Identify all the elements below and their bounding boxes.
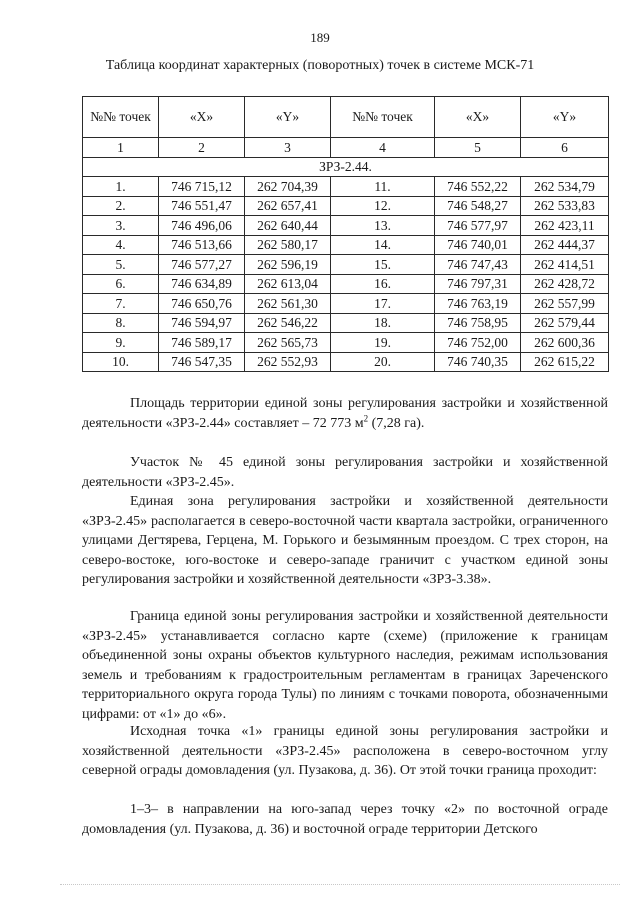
area-unit-superscript: 2 bbox=[363, 412, 369, 423]
table-cell: 19. bbox=[331, 333, 435, 353]
column-number: 6 bbox=[521, 138, 609, 158]
area-paragraph bbox=[82, 394, 608, 433]
zone-label-row bbox=[83, 157, 609, 177]
area-text-end: (7,28 га). bbox=[368, 415, 425, 431]
table-cell: 746 752,00 bbox=[435, 333, 521, 353]
header-point-number-left: №№ точек bbox=[83, 97, 159, 138]
table-cell: 2. bbox=[83, 196, 159, 216]
header-x-left: «X» bbox=[159, 97, 245, 138]
header-y-right: «Y» bbox=[521, 97, 609, 138]
table-cell: 15. bbox=[331, 255, 435, 275]
column-number: 5 bbox=[435, 138, 521, 158]
table-cell: 746 548,27 bbox=[435, 196, 521, 216]
table-cell: 10. bbox=[83, 352, 159, 372]
table-cell: 746 758,95 bbox=[435, 313, 521, 333]
table-cell: 746 634,89 bbox=[159, 274, 245, 294]
page-number: 189 bbox=[310, 30, 330, 45]
table-cell: 746 740,01 bbox=[435, 235, 521, 255]
table-cell: 262 534,79 bbox=[521, 177, 609, 197]
table-cell: 20. bbox=[331, 352, 435, 372]
table-cell: 262 414,51 bbox=[521, 255, 609, 275]
table-cell: 8. bbox=[83, 313, 159, 333]
table-cell: 262 579,44 bbox=[521, 313, 609, 333]
table-cell: 12. bbox=[331, 196, 435, 216]
header-point-number-right: №№ точек bbox=[331, 97, 435, 138]
table-title: Таблица координат характерных (поворотных) точек в системе МСК-71 bbox=[105, 58, 535, 73]
table-cell: 3. bbox=[83, 216, 159, 236]
table-cell: 262 596,19 bbox=[245, 255, 331, 275]
header-y-left: «Y» bbox=[245, 97, 331, 138]
table-cell: 4. bbox=[83, 235, 159, 255]
table-cell: 262 565,73 bbox=[245, 333, 331, 353]
table-body bbox=[83, 177, 609, 372]
table-cell: 18. bbox=[331, 313, 435, 333]
table-cell: 16. bbox=[331, 274, 435, 294]
table-cell: 7. bbox=[83, 294, 159, 314]
table-cell: 262 657,41 bbox=[245, 196, 331, 216]
paragraph-zone-boundary: Граница единой зоны регулирования застройки и хозяйственной деятельности «ЗРЗ-2.45» устанавливается согласно карте (схеме) (приложение к границам объединенной зоны охраны объектов культурного наследия, режимам использования земель и требованиям к градостроительным регламентам в границах Зареченского территориального округа города Тулы) по линиям с точками поворота, обозначенными цифрами: от «1» до «6». bbox=[82, 609, 608, 722]
table-cell: 746 577,97 bbox=[435, 216, 521, 236]
table-cell: 262 423,11 bbox=[521, 216, 609, 236]
table-cell: 1. bbox=[83, 177, 159, 197]
column-number: 3 bbox=[245, 138, 331, 158]
table-row bbox=[83, 333, 609, 353]
column-number: 1 bbox=[83, 138, 159, 158]
paragraph-origin-point: Исходная точка «1» границы единой зоны регулирования застройки и хозяйственной деятельности «ЗРЗ-2.45» расположена в северо-восточном углу северной ограды домовладения (ул. Пузакова, д. 36). От этой точки граница проходит: bbox=[82, 724, 608, 778]
table-cell: 17. bbox=[331, 294, 435, 314]
table-cell: 746 551,47 bbox=[159, 196, 245, 216]
table-cell: 746 740,35 bbox=[435, 352, 521, 372]
table-cell: 262 444,37 bbox=[521, 235, 609, 255]
table-cell: 6. bbox=[83, 274, 159, 294]
table-row bbox=[83, 352, 609, 372]
table-cell: 746 577,27 bbox=[159, 255, 245, 275]
column-number: 4 bbox=[331, 138, 435, 158]
table-cell: 746 552,22 bbox=[435, 177, 521, 197]
table-cell: 9. bbox=[83, 333, 159, 353]
table-cell: 262 640,44 bbox=[245, 216, 331, 236]
table-header-row bbox=[83, 97, 609, 138]
table-cell: 746 589,17 bbox=[159, 333, 245, 353]
header-x-right: «X» bbox=[435, 97, 521, 138]
paragraph-zone-location: Единая зона регулирования застройки и хозяйственной деятельности «ЗРЗ-2.45» располагается в северо-восточной части квартала застройки, ограниченного улицами Дегтярева, Герцена, М. Горького и безымянным проездом. С трех сторон, на северо-востоке, юго-востоке и северо-западе граничит с участком единой зоны регулирования застройки и хозяйственной деятельности «ЗРЗ-3.38». bbox=[82, 494, 608, 587]
paragraph-plot-heading: Участок № 45 единой зоны регулирования застройки и хозяйственной деятельности «ЗРЗ-2.45». bbox=[82, 455, 608, 490]
table-cell: 746 594,97 bbox=[159, 313, 245, 333]
column-number: 2 bbox=[159, 138, 245, 158]
table-cell: 262 557,99 bbox=[521, 294, 609, 314]
table-cell: 262 546,22 bbox=[245, 313, 331, 333]
table-cell: 746 496,06 bbox=[159, 216, 245, 236]
table-row bbox=[83, 294, 609, 314]
table-cell: 11. bbox=[331, 177, 435, 197]
table-cell: 746 763,19 bbox=[435, 294, 521, 314]
table-cell: 262 704,39 bbox=[245, 177, 331, 197]
table-cell: 746 513,66 bbox=[159, 235, 245, 255]
table-cell: 13. bbox=[331, 216, 435, 236]
table-row bbox=[83, 274, 609, 294]
table-cell: 262 561,30 bbox=[245, 294, 331, 314]
table-cell: 262 552,93 bbox=[245, 352, 331, 372]
table-row bbox=[83, 177, 609, 197]
table-cell: 262 428,72 bbox=[521, 274, 609, 294]
area-text: Площадь территории единой зоны регулирования застройки и хозяйственной деятельности «ЗРЗ-2.44» составляет – 72 773 м bbox=[82, 396, 608, 431]
table-cell: 746 650,76 bbox=[159, 294, 245, 314]
table-row bbox=[83, 235, 609, 255]
table-cell: 5. bbox=[83, 255, 159, 275]
table-cell: 746 747,43 bbox=[435, 255, 521, 275]
table-cell: 262 600,36 bbox=[521, 333, 609, 353]
table-cell: 746 547,35 bbox=[159, 352, 245, 372]
table-cell: 262 533,83 bbox=[521, 196, 609, 216]
table-row bbox=[83, 313, 609, 333]
table-cell: 262 580,17 bbox=[245, 235, 331, 255]
table-cell: 746 715,12 bbox=[159, 177, 245, 197]
table-cell: 262 613,04 bbox=[245, 274, 331, 294]
table-row bbox=[83, 255, 609, 275]
table-column-number-row bbox=[83, 138, 609, 158]
table-row bbox=[83, 196, 609, 216]
scan-artifact-line bbox=[60, 884, 620, 885]
table-cell: 746 797,31 bbox=[435, 274, 521, 294]
table-row bbox=[83, 216, 609, 236]
zone-label: ЗРЗ-2.44. bbox=[83, 157, 609, 177]
paragraph-boundary-segment: 1–3– в направлении на юго-запад через точку «2» по восточной ограде домовладения (ул. Пузакова, д. 36) и восточной ограде территории Детского bbox=[82, 802, 608, 837]
table-cell: 262 615,22 bbox=[521, 352, 609, 372]
table-cell: 14. bbox=[331, 235, 435, 255]
coordinates-table bbox=[82, 96, 609, 372]
